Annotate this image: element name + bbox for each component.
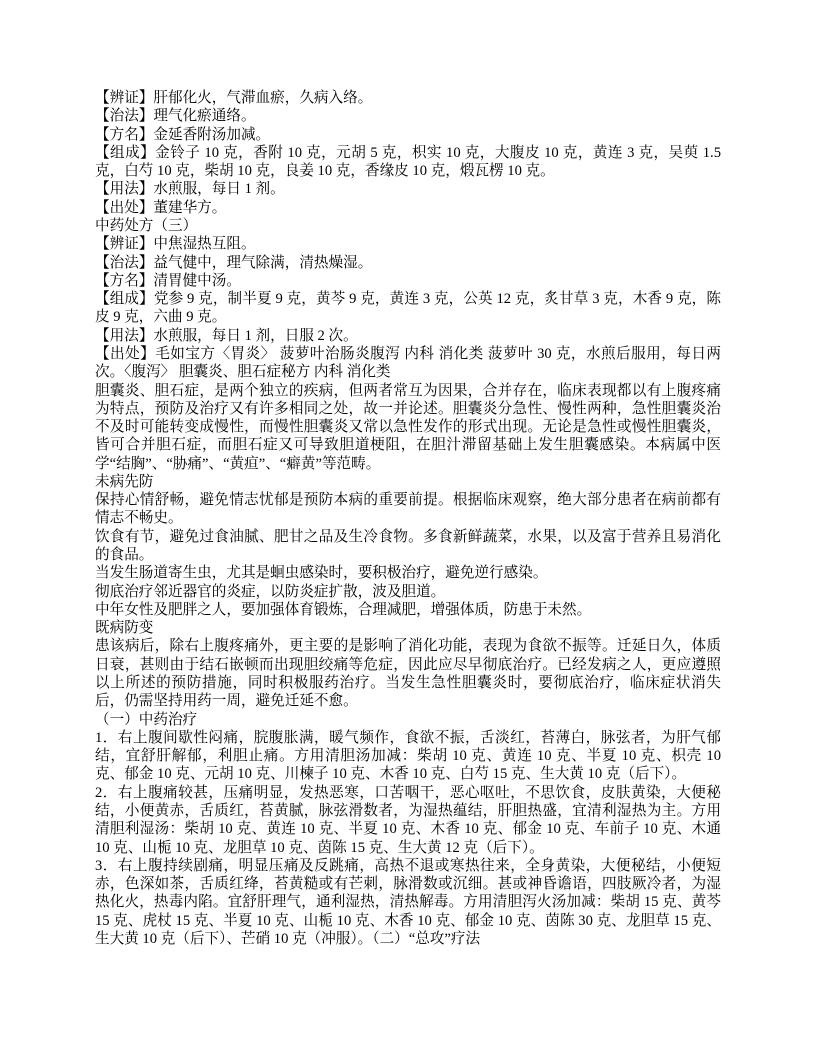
paragraph: 【出处】董建华方。 bbox=[95, 199, 227, 216]
paragraph: 未病先防 bbox=[95, 473, 154, 490]
paragraph: 【用法】水煎服，每日 1 剂。 bbox=[95, 181, 285, 198]
paragraph: 【方名】清胃健中汤。 bbox=[95, 272, 241, 289]
paragraph: 【用法】水煎服，每日 1 剂，日服 2 次。 bbox=[95, 327, 358, 344]
paragraph: 【组成】党参 9 克，制半夏 9 克，黄芩 9 克，黄连 3 克，公英 12 克，炙甘草 3 克，木香 9 克，陈皮 9 克，六曲 9 克。 bbox=[95, 291, 721, 326]
paragraph: 中药处方（三） bbox=[95, 217, 198, 234]
paragraph: 【治法】益气健中，理气除满，清热燥湿。 bbox=[95, 254, 373, 271]
paragraph: 【辨证】肝郁化火，气滞血瘀，久病入络。 bbox=[95, 90, 373, 106]
paragraph: 饮食有节，避免过食油腻、肥甘之品及生冷食物。多食新鲜蔬菜，水果，以及富于营养且易消化的食品。 bbox=[95, 528, 721, 564]
paragraph: 【方名】金延香附汤加减。 bbox=[95, 126, 271, 143]
paragraph: （一）中药治疗 bbox=[95, 711, 198, 728]
paragraph: 1．右上腹间歇性闷痛，脘腹胀满，暖气频作，食欲不振，舌淡红，苔薄白，脉弦者，为肝气郁结，宜舒肝解郁，利胆止痛。方用清胆汤加减：柴胡 10 克、黄连 10 克、半夏 10 克、枳壳 10 克、郁金 10 克、元胡 10 克、川楝子 10 克、木香 10 克、白芍 15 克、生大黄 10 克（后下）。 bbox=[95, 729, 721, 783]
paragraph: 【治法】理气化瘀通络。 bbox=[95, 108, 256, 125]
paragraph: 【出处】毛如宝方〈胃炎〉 菠萝叶治肠炎腹泻 内科 消化类 菠萝叶 30 克，水煎后服用，每日两次。〈腹泻〉 胆囊炎、胆石症秘方 内科 消化类 bbox=[95, 345, 721, 381]
paragraph: 2．右上腹痛较甚，压痛明显，发热恶寒，口苦咽干，恶心呕吐，不思饮食，皮肤黄染，大便秘结，小便黄赤，舌质红，苔黄腻，脉弦滑数者，为湿热蕴结，肝胆热盛，宜清利湿热为主。方用清胆利湿汤：柴胡 10 克、黄连 10 克、半夏 10 克、木香 10 克、郁金 10 克、车前子 10 克、木通 10 克、山栀 10 克、龙胆草 10 克、茵陈 15 克、生大黄 12 克（后下）。 bbox=[95, 784, 721, 856]
paragraph: 【组成】金铃子 10 克，香附 10 克，元胡 5 克，枳实 10 克，大腹皮 10 克，黄连 3 克，吴萸 1.5 克，白芍 10 克，柴胡 10 克，良姜 10 克，香缘皮 10 克，煅瓦楞 10 克。 bbox=[95, 144, 721, 180]
document-body bbox=[95, 89, 721, 948]
paragraph: 【辨证】中焦湿热互阻。 bbox=[95, 236, 256, 253]
paragraph: 当发生肠道寄生虫，尤其是蛔虫感染时，要积极治疗，避免逆行感染。 bbox=[95, 565, 548, 582]
paragraph: 胆囊炎、胆石症，是两个独立的疾病，但两者常互为因果，合并存在，临床表现都以有上腹疼痛为特点，预防及治疗又有许多相同之处，故一并论述。胆囊炎分急性、慢性两种，急性胆囊炎治不及时可能转变成慢性，而慢性胆囊炎又常以急性发作的形式出现。无论是急性或慢性胆囊炎，皆可合并胆石症，而胆石症又可导致胆道梗阻，在胆汁滞留基础上发生胆囊感染。本病属中医学“结胸”、“胁痛”、“黄疸”、“癖黄”等范畴。 bbox=[95, 382, 721, 472]
paragraph: 保持心情舒畅，避免情志忧郁是预防本病的重要前提。根据临床观察，绝大部分患者在病前都有情志不畅史。 bbox=[95, 492, 721, 527]
paragraph: 彻底治疗邻近器官的炎症，以防炎症扩散，波及胆道。 bbox=[95, 583, 446, 600]
paragraph: 中年女性及肥胖之人，要加强体育锻炼，合理减肥，增强体质，防患于未然。 bbox=[95, 601, 592, 618]
paragraph: 患该病后，除右上腹疼痛外，更主要的是影响了消化功能，表现为食欲不振等。迁延日久，体质日衰，甚则由于结石嵌顿而出现胆绞痛等危症，因此应尽早彻底治疗。已经发病之人，更应遵照以上所述的预防措施，同时积极服药治疗。当发生急性胆囊炎时，要彻底治疗，临床症状消失后，仍需坚持用药一周，避免迁延不愈。 bbox=[95, 638, 721, 710]
paragraph: 3．右上腹持续剧痛，明显压痛及反跳痛，高热不退或寒热往来，全身黄染，大便秘结，小便短赤，色深如茶，舌质红绛，苔黄糙或有芒刺，脉滑数或沉细。甚或神昏谵语，四肢厥冷者，为湿热化火，热毒内陷。宜舒肝理气，通利湿热，清热解毒。方用清胆泻火汤加减：柴胡 15 克、黄芩 15 克、虎杖 15 克、半夏 10 克、山栀 10 克、木香 10 克、郁金 10 克、茵陈 30 克、龙胆草 15 克、生大黄 10 克（后下）、芒硝 10 克（冲服）。（二）“总攻”疗法 bbox=[95, 857, 721, 947]
paragraph: 既病防变 bbox=[95, 620, 154, 637]
